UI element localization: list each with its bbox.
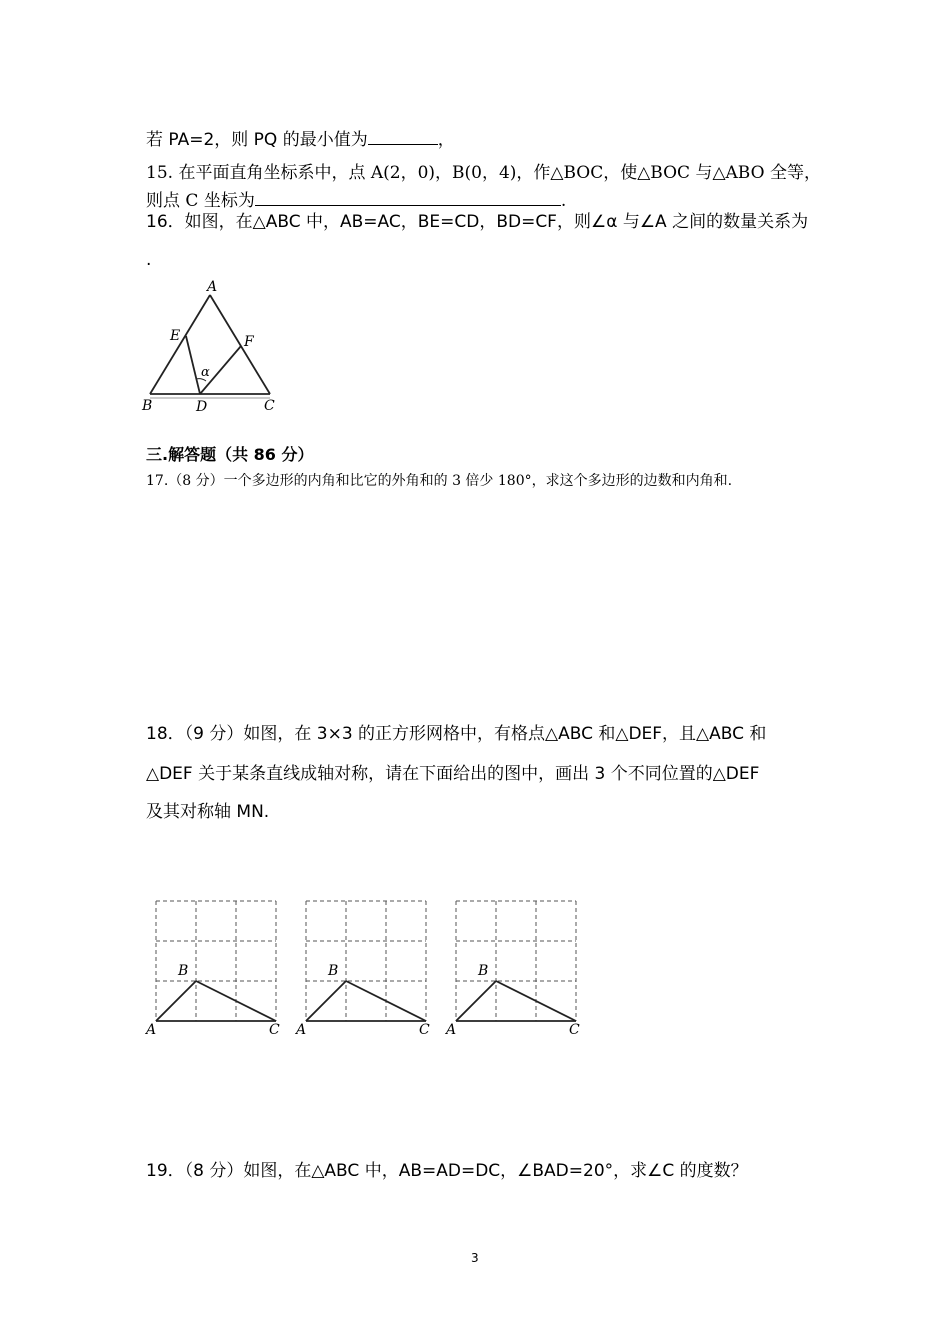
- grid-label-a: A: [446, 1022, 457, 1037]
- segment-ed: [186, 336, 200, 394]
- q17-text: 17.（8 分）一个多边形的内角和比它的外角和的 3 倍少 180°，求这个多边形的边数和内角和.: [146, 473, 733, 489]
- q16-dot: .: [146, 250, 152, 270]
- grid-label-a: A: [146, 1022, 157, 1037]
- q16-text: 16．如图，在△ABC 中，AB=AC，BE=CD，BD=CF，则∠α 与∠A 之间的数量关系为: [146, 212, 809, 232]
- triangle-abc: [306, 981, 426, 1021]
- q15-line2: 则点 C 坐标为 .: [146, 188, 566, 212]
- label-f: F: [244, 334, 254, 350]
- q18-line2: △DEF 关于某条直线成轴对称，请在下面给出的图中，画出 3 个不同位置的△DEF: [146, 764, 760, 784]
- grid-label-b: B: [178, 963, 189, 979]
- label-d: D: [196, 399, 208, 414]
- label-alpha: α: [201, 365, 210, 380]
- q18-grid-3: [443, 895, 583, 1037]
- label-e: E: [170, 328, 181, 344]
- q18-line3: 及其对称轴 MN.: [146, 802, 270, 822]
- grid-label-b: B: [328, 963, 339, 979]
- q16-triangle-figure: [140, 278, 280, 414]
- q18-grid-2: [293, 895, 433, 1037]
- q14-continuation: 若 PA=2，则 PQ 的最小值为 ，: [146, 127, 455, 151]
- triangle-abc: [456, 981, 576, 1021]
- triangle-abc: [156, 981, 276, 1021]
- answer-blank-14[interactable]: [368, 127, 438, 145]
- answer-blank-15[interactable]: [255, 188, 561, 206]
- q18-grid-1: [143, 895, 283, 1037]
- q18-line1: 18．（9 分）如图，在 3×3 的正方形网格中，有格点△ABC 和△DEF，且△ABC 和: [146, 724, 767, 744]
- label-b: B: [142, 398, 153, 414]
- segment-ac: [210, 295, 270, 394]
- grid-label-c: C: [569, 1022, 580, 1037]
- grid-label-c: C: [269, 1022, 280, 1037]
- section-three-title: 三.解答题（共 86 分）: [146, 445, 314, 464]
- q15-line1: 15. 在平面直角坐标系中，点 A(2，0)，B(0，4)，作△BOC，使△BOC 与△ABO 全等，: [146, 163, 821, 183]
- label-a: A: [207, 279, 218, 295]
- q19-text: 19．（8 分）如图，在△ABC 中，AB=AD=DC，∠BAD=20°，求∠C 的度数？: [146, 1161, 748, 1181]
- grid-label-a: A: [296, 1022, 307, 1037]
- grid-label-b: B: [478, 963, 489, 979]
- grid-label-c: C: [419, 1022, 430, 1037]
- page-number: 3: [471, 1251, 479, 1265]
- label-c: C: [264, 398, 275, 414]
